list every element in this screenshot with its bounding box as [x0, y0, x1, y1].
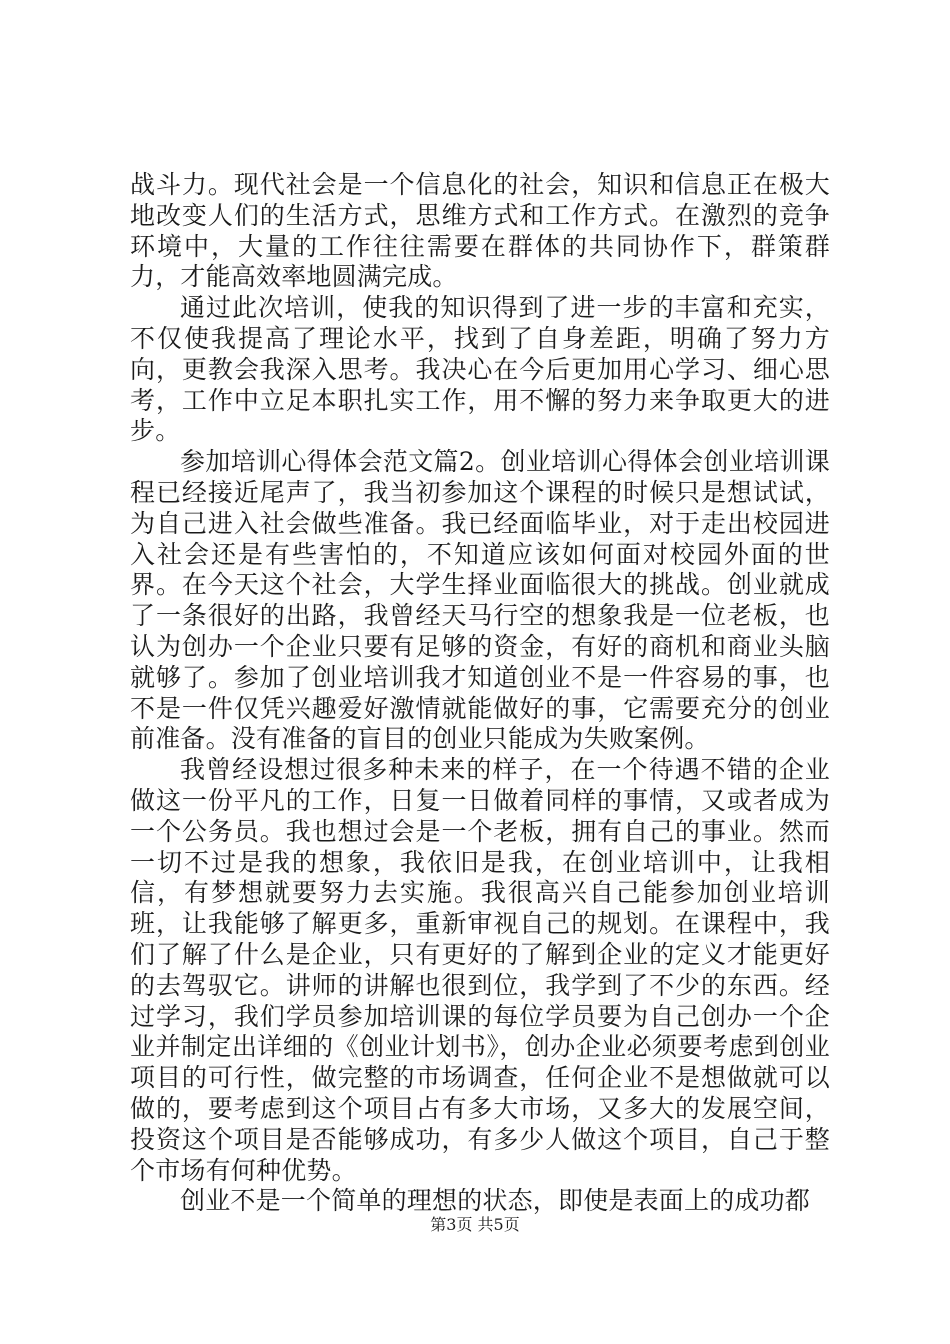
paragraph-4: 我曾经设想过很多种未来的样子，在一个待遇不错的企业做这一份平凡的工作，日复一日做着同样的事情，又或者成为一个公务员。我也想过会是一个老板，拥有自己的事业。然而一切不过是我的想象，我依旧是我，在创业培训中，让我相信，有梦想就要努力去实施。我很高兴自己能参加创业培训班，让我能够了解更多，重新审视自己的规划。在课程中，我们了解了什么是企业，只有更好的了解到企业的定义才能更好的去驾驭它。讲师的讲解也很到位，我学到了不少的东西。经过学习，我们学员参加培训课的每位学员要为自己创办一个企业并制定出详细的《创业计划书》，创办企业必须要考虑到创业项目的可行性，做完整的市场调查，任何企业不是想做就可以做的，要考虑到这个项目占有多大市场，又多大的发展空间，投资这个项目是否能够成功，有多少人做这个项目，自己于整个市场有何种优势。	[130, 755, 830, 1185]
document-body	[130, 170, 830, 1217]
paragraph-1: 战斗力。现代社会是一个信息化的社会，知识和信息正在极大地改变人们的生活方式，思维方式和工作方式。在激烈的竞争环境中，大量的工作往往需要在群体的共同协作下，群策群力，才能高效率地圆满完成。	[130, 170, 830, 292]
paragraph-3: 参加培训心得体会范文篇2。创业培训心得体会创业培训课程已经接近尾声了，我当初参加这个课程的时候只是想试试，为自己进入社会做些准备。我已经面临毕业，对于走出校园进入社会还是有些害怕的，不知道应该如何面对校园外面的世界。在今天这个社会，大学生择业面临很大的挑战。创业就成了一条很好的出路，我曾经天马行空的想象我是一位老板，也认为创办一个企业只要有足够的资金，有好的商机和商业头脑就够了。参加了创业培训我才知道创业不是一件容易的事，也不是一件仅凭兴趣爱好激情就能做好的事，它需要充分的创业前准备。没有准备的盲目的创业只能成为失败案例。	[130, 447, 830, 754]
paragraph-2: 通过此次培训，使我的知识得到了进一步的丰富和充实，不仅使我提高了理论水平，找到了自身差距，明确了努力方向，更教会我深入思考。我决心在今后更加用心学习、细心思考，工作中立足本职扎实工作，用不懈的努力来争取更大的进步。	[130, 293, 830, 446]
paragraph-5: 创业不是一个简单的理想的状态，即使是表面上的成功都	[180, 1186, 811, 1216]
page-number-footer: 第3页 共5页	[430, 1215, 520, 1234]
